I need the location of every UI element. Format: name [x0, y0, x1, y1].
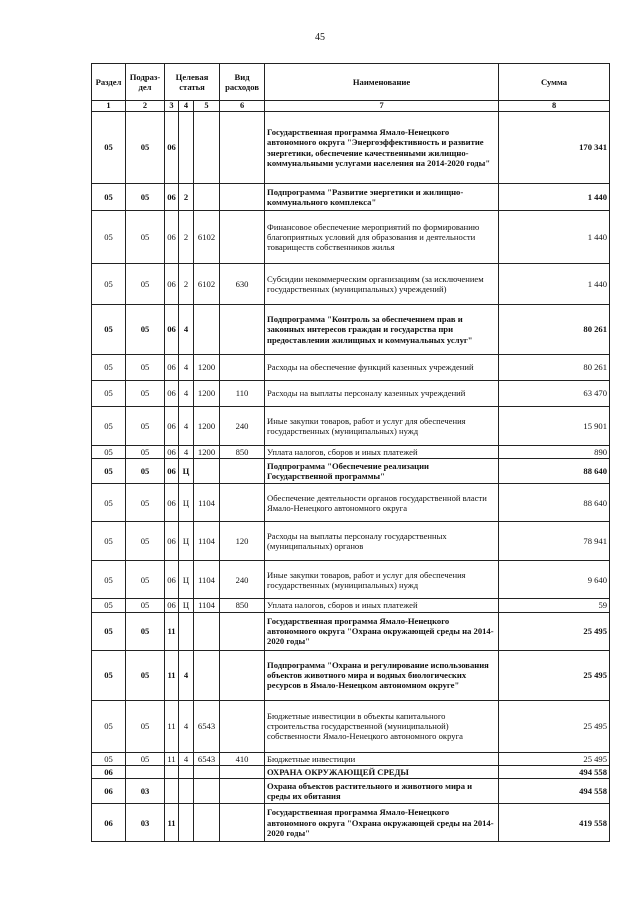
name-cell: Иные закупки товаров, работ и услуг для обеспечения государственных (муниципальных) нужд — [265, 407, 499, 446]
table-row — [92, 264, 610, 305]
name-cell: Расходы на выплаты персоналу казенных учреждений — [265, 381, 499, 407]
name-cell: Государственная программа Ямало-Ненецкого автономного округа "Охрана окружающей среды на 2014-2020 годы" — [265, 804, 499, 842]
podrazdel-cell: 05 — [126, 184, 165, 211]
name-cell: ОХРАНА ОКРУЖАЮЩЕЙ СРЕДЫ — [265, 766, 499, 779]
name-cell: Уплата налогов, сборов и иных платежей — [265, 446, 499, 459]
target-c-cell — [194, 184, 220, 211]
razdel-cell: 05 — [92, 522, 126, 561]
target-a-cell: 06 — [165, 407, 179, 446]
target-c-cell — [194, 459, 220, 484]
target-a-cell: 06 — [165, 355, 179, 381]
target-c-cell: 1104 — [194, 599, 220, 612]
expense-type-cell — [220, 211, 265, 264]
target-b-cell: 2 — [179, 264, 194, 305]
target-b-cell: Ц — [179, 561, 194, 599]
target-c-cell: 1104 — [194, 484, 220, 522]
expense-type-cell: 630 — [220, 264, 265, 305]
name-cell: Иные закупки товаров, работ и услуг для обеспечения государственных (муниципальных) нужд — [265, 561, 499, 599]
target-a-cell: 06 — [165, 184, 179, 211]
target-b-cell: 4 — [179, 305, 194, 355]
razdel-cell: 05 — [92, 599, 126, 612]
expense-type-cell: 850 — [220, 446, 265, 459]
target-c-cell: 6543 — [194, 700, 220, 752]
podrazdel-cell: 05 — [126, 355, 165, 381]
column-number-row — [92, 101, 610, 112]
target-b-cell: 4 — [179, 650, 194, 700]
target-b-cell: 4 — [179, 381, 194, 407]
target-a-cell: 06 — [165, 264, 179, 305]
name-cell: Расходы на выплаты персоналу государственных (муниципальных) органов — [265, 522, 499, 561]
sum-cell: 80 261 — [499, 355, 610, 381]
razdel-cell: 05 — [92, 355, 126, 381]
sum-cell: 78 941 — [499, 522, 610, 561]
target-c-cell: 1200 — [194, 446, 220, 459]
table-row — [92, 407, 610, 446]
target-b-cell: Ц — [179, 459, 194, 484]
sum-cell: 63 470 — [499, 381, 610, 407]
razdel-cell: 05 — [92, 700, 126, 752]
table-row — [92, 700, 610, 752]
expense-type-cell — [220, 612, 265, 650]
podrazdel-cell: 05 — [126, 561, 165, 599]
target-c-cell: 6102 — [194, 211, 220, 264]
table-row — [92, 561, 610, 599]
header-expense-type: Вид расходов — [220, 64, 265, 101]
expense-type-cell — [220, 112, 265, 184]
razdel-cell: 05 — [92, 752, 126, 765]
target-b-cell — [179, 112, 194, 184]
expense-type-cell: 240 — [220, 561, 265, 599]
target-c-cell: 1200 — [194, 407, 220, 446]
name-cell: Бюджетные инвестиции — [265, 752, 499, 765]
header-name: Наименование — [265, 64, 499, 101]
sum-cell: 1 440 — [499, 184, 610, 211]
sum-cell: 170 341 — [499, 112, 610, 184]
target-b-cell — [179, 766, 194, 779]
podrazdel-cell: 05 — [126, 522, 165, 561]
podrazdel-cell: 05 — [126, 446, 165, 459]
razdel-cell: 05 — [92, 650, 126, 700]
target-c-cell — [194, 804, 220, 842]
table-row — [92, 484, 610, 522]
sum-cell: 1 440 — [499, 211, 610, 264]
sum-cell: 494 558 — [499, 779, 610, 804]
col-number: 8 — [499, 101, 610, 112]
razdel-cell: 05 — [92, 484, 126, 522]
expense-type-cell: 110 — [220, 381, 265, 407]
budget-table — [91, 63, 610, 842]
expense-type-cell: 120 — [220, 522, 265, 561]
sum-cell: 25 495 — [499, 752, 610, 765]
table-row — [92, 766, 610, 779]
sum-cell: 88 640 — [499, 484, 610, 522]
podrazdel-cell: 05 — [126, 459, 165, 484]
target-a-cell: 06 — [165, 484, 179, 522]
target-b-cell: 4 — [179, 355, 194, 381]
col-number: 3 — [165, 101, 179, 112]
podrazdel-cell: 05 — [126, 752, 165, 765]
expense-type-cell — [220, 484, 265, 522]
expense-type-cell: 240 — [220, 407, 265, 446]
sum-cell: 1 440 — [499, 264, 610, 305]
name-cell: Бюджетные инвестиции в объекты капитального строительства государственной (муниципальной) собственности Ямало-Ненецкого автономного округа — [265, 700, 499, 752]
podrazdel-cell: 03 — [126, 779, 165, 804]
table-row — [92, 112, 610, 184]
header-row — [92, 64, 610, 101]
col-number: 7 — [265, 101, 499, 112]
target-c-cell — [194, 779, 220, 804]
razdel-cell: 05 — [92, 612, 126, 650]
target-c-cell: 1104 — [194, 522, 220, 561]
name-cell: Государственная программа Ямало-Ненецкого автономного округа "Энергоэффективность и развитие энергетики, обеспечение качественными жилищно-коммунальными услугами населения на 2014-2020 годы" — [265, 112, 499, 184]
podrazdel-cell: 03 — [126, 804, 165, 842]
target-b-cell — [179, 612, 194, 650]
target-c-cell: 1200 — [194, 355, 220, 381]
name-cell: Подпрограмма "Обеспечение реализации Государственной программы" — [265, 459, 499, 484]
target-a-cell: 06 — [165, 305, 179, 355]
expense-type-cell — [220, 779, 265, 804]
razdel-cell: 05 — [92, 459, 126, 484]
name-cell: Финансовое обеспечение мероприятий по формированию благоприятных условий для образования и деятельности товариществ собственников жилья — [265, 211, 499, 264]
target-c-cell — [194, 766, 220, 779]
target-c-cell — [194, 650, 220, 700]
target-a-cell: 06 — [165, 446, 179, 459]
table-row — [92, 779, 610, 804]
razdel-cell: 06 — [92, 766, 126, 779]
sum-cell: 494 558 — [499, 766, 610, 779]
expense-type-cell — [220, 305, 265, 355]
table-row — [92, 184, 610, 211]
col-number: 5 — [194, 101, 220, 112]
podrazdel-cell: 05 — [126, 484, 165, 522]
podrazdel-cell: 05 — [126, 599, 165, 612]
target-b-cell: 4 — [179, 700, 194, 752]
sum-cell: 419 558 — [499, 804, 610, 842]
table-row — [92, 381, 610, 407]
razdel-cell: 06 — [92, 779, 126, 804]
target-b-cell: 2 — [179, 184, 194, 211]
podrazdel-cell: 05 — [126, 381, 165, 407]
table-row — [92, 211, 610, 264]
expense-type-cell — [220, 355, 265, 381]
table-row — [92, 599, 610, 612]
sum-cell: 88 640 — [499, 459, 610, 484]
target-a-cell: 11 — [165, 700, 179, 752]
col-number: 6 — [220, 101, 265, 112]
razdel-cell: 05 — [92, 112, 126, 184]
target-b-cell: 4 — [179, 446, 194, 459]
header-podrazdel: Подраз-дел — [126, 64, 165, 101]
table-row — [92, 612, 610, 650]
razdel-cell: 05 — [92, 561, 126, 599]
name-cell: Субсидии некоммерческим организациям (за исключением государственных (муниципальных) учреждений) — [265, 264, 499, 305]
header-sum: Сумма — [499, 64, 610, 101]
col-number: 4 — [179, 101, 194, 112]
target-a-cell — [165, 779, 179, 804]
razdel-cell: 05 — [92, 211, 126, 264]
header-target-article: Целевая статья — [165, 64, 220, 101]
expense-type-cell — [220, 804, 265, 842]
razdel-cell: 05 — [92, 305, 126, 355]
name-cell: Государственная программа Ямало-Ненецкого автономного округа "Охрана окружающей среды на 2014-2020 годы" — [265, 612, 499, 650]
target-a-cell: 11 — [165, 612, 179, 650]
podrazdel-cell: 05 — [126, 211, 165, 264]
target-b-cell: Ц — [179, 484, 194, 522]
target-c-cell: 1200 — [194, 381, 220, 407]
target-c-cell: 6543 — [194, 752, 220, 765]
podrazdel-cell: 05 — [126, 700, 165, 752]
expense-type-cell — [220, 766, 265, 779]
target-c-cell: 1104 — [194, 561, 220, 599]
table-row — [92, 305, 610, 355]
target-c-cell: 6102 — [194, 264, 220, 305]
header-razdel: Раздел — [92, 64, 126, 101]
razdel-cell: 05 — [92, 184, 126, 211]
target-c-cell — [194, 112, 220, 184]
target-a-cell: 06 — [165, 112, 179, 184]
target-b-cell: 4 — [179, 752, 194, 765]
name-cell: Подпрограмма "Развитие энергетики и жилищно-коммунального комплекса" — [265, 184, 499, 211]
target-b-cell — [179, 779, 194, 804]
expense-type-cell — [220, 700, 265, 752]
name-cell: Обеспечение деятельности органов государственной власти Ямало-Ненецкого автономного округа — [265, 484, 499, 522]
target-a-cell: 06 — [165, 522, 179, 561]
target-b-cell: Ц — [179, 599, 194, 612]
sum-cell: 15 901 — [499, 407, 610, 446]
target-b-cell: Ц — [179, 522, 194, 561]
podrazdel-cell: 05 — [126, 612, 165, 650]
target-a-cell: 06 — [165, 459, 179, 484]
name-cell: Охрана объектов растительного и животного мира и среды их обитания — [265, 779, 499, 804]
expense-type-cell: 850 — [220, 599, 265, 612]
podrazdel-cell: 05 — [126, 112, 165, 184]
table-row — [92, 459, 610, 484]
page-number: 45 — [315, 32, 325, 43]
table-row — [92, 804, 610, 842]
podrazdel-cell: 05 — [126, 305, 165, 355]
sum-cell: 9 640 — [499, 561, 610, 599]
razdel-cell: 05 — [92, 446, 126, 459]
table-row — [92, 446, 610, 459]
podrazdel-cell: 05 — [126, 407, 165, 446]
target-a-cell: 06 — [165, 599, 179, 612]
sum-cell: 25 495 — [499, 612, 610, 650]
target-b-cell: 4 — [179, 407, 194, 446]
col-number: 1 — [92, 101, 126, 112]
razdel-cell: 05 — [92, 264, 126, 305]
sum-cell: 890 — [499, 446, 610, 459]
target-b-cell: 2 — [179, 211, 194, 264]
podrazdel-cell: 05 — [126, 650, 165, 700]
expense-type-cell — [220, 650, 265, 700]
target-a-cell: 11 — [165, 804, 179, 842]
table-row — [92, 355, 610, 381]
target-a-cell: 06 — [165, 211, 179, 264]
target-a-cell: 11 — [165, 650, 179, 700]
target-a-cell: 11 — [165, 752, 179, 765]
target-a-cell: 06 — [165, 381, 179, 407]
expense-type-cell — [220, 184, 265, 211]
table-row — [92, 752, 610, 765]
name-cell: Подпрограмма "Охрана и регулирование использования объектов животного мира и водных биологических ресурсов в Ямало-Ненецком автономном округе" — [265, 650, 499, 700]
target-c-cell — [194, 612, 220, 650]
col-number: 2 — [126, 101, 165, 112]
sum-cell: 25 495 — [499, 700, 610, 752]
razdel-cell: 05 — [92, 407, 126, 446]
expense-type-cell — [220, 459, 265, 484]
target-b-cell — [179, 804, 194, 842]
sum-cell: 59 — [499, 599, 610, 612]
expense-type-cell: 410 — [220, 752, 265, 765]
target-a-cell — [165, 766, 179, 779]
name-cell: Расходы на обеспечение функций казенных учреждений — [265, 355, 499, 381]
target-c-cell — [194, 305, 220, 355]
razdel-cell: 05 — [92, 381, 126, 407]
sum-cell: 80 261 — [499, 305, 610, 355]
name-cell: Подпрограмма "Контроль за обеспечением прав и законных интересов граждан и государства при предоставлении жилищных и коммунальных услуг" — [265, 305, 499, 355]
table-row — [92, 650, 610, 700]
name-cell: Уплата налогов, сборов и иных платежей — [265, 599, 499, 612]
podrazdel-cell: 05 — [126, 264, 165, 305]
target-a-cell: 06 — [165, 561, 179, 599]
table-row — [92, 522, 610, 561]
razdel-cell: 06 — [92, 804, 126, 842]
podrazdel-cell — [126, 766, 165, 779]
sum-cell: 25 495 — [499, 650, 610, 700]
